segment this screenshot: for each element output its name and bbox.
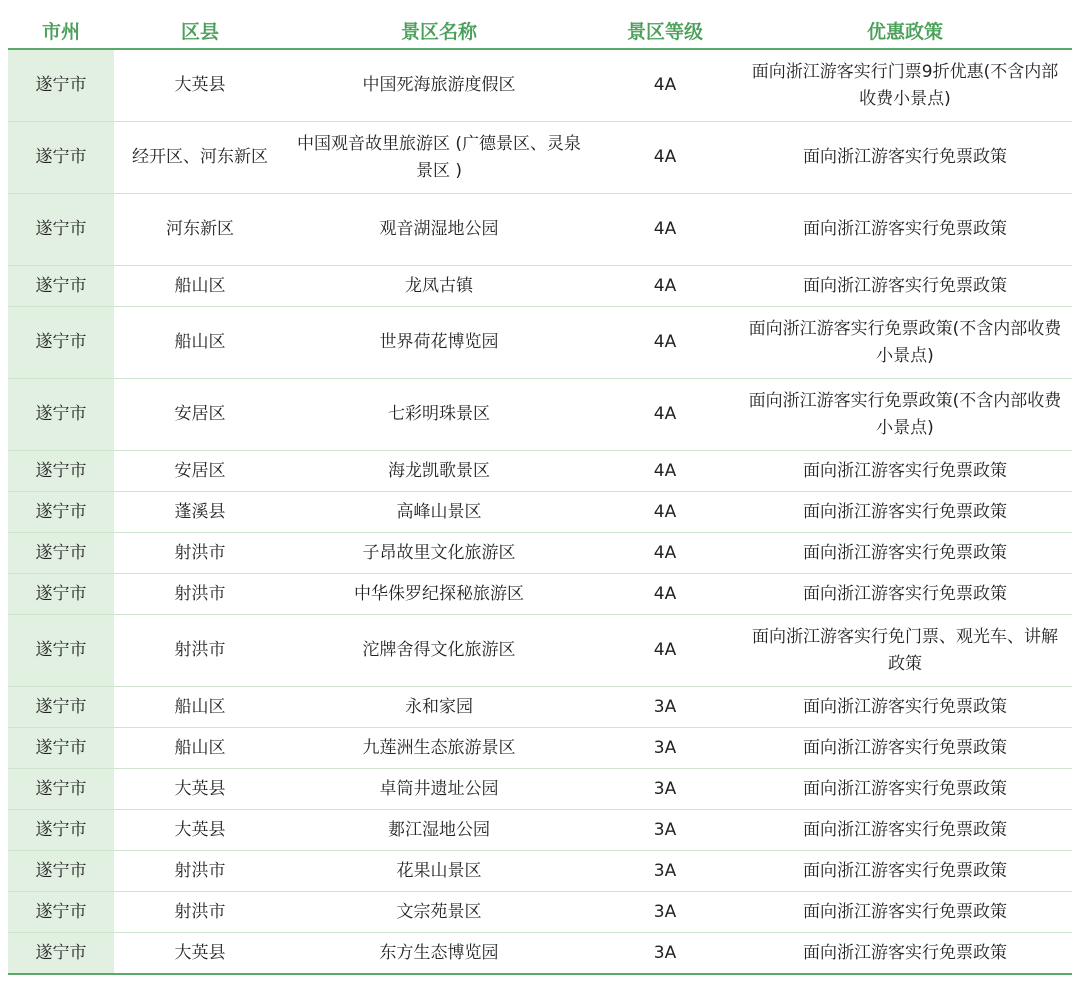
county-cell: 射洪市	[114, 892, 286, 933]
policy-cell: 面向浙江游客实行免票政策	[738, 492, 1072, 533]
city-cell: 遂宁市	[8, 892, 114, 933]
scenic-name-cell: 中国观音故里旅游区 (广德景区、灵泉景区 )	[286, 122, 592, 194]
header-scenic-name: 景区名称	[286, 12, 592, 49]
city-cell: 遂宁市	[8, 687, 114, 728]
city-cell: 遂宁市	[8, 194, 114, 266]
scenic-name-cell: 沱牌舍得文化旅游区	[286, 615, 592, 687]
scenic-name-cell: 高峰山景区	[286, 492, 592, 533]
city-cell: 遂宁市	[8, 933, 114, 975]
city-cell: 遂宁市	[8, 49, 114, 122]
county-cell: 蓬溪县	[114, 492, 286, 533]
policy-cell: 面向浙江游客实行免门票、观光车、讲解政策	[738, 615, 1072, 687]
county-cell: 射洪市	[114, 574, 286, 615]
header-scenic-level: 景区等级	[592, 12, 738, 49]
scenic-name-cell: 世界荷花博览园	[286, 307, 592, 379]
city-cell: 遂宁市	[8, 851, 114, 892]
table-row	[8, 533, 1072, 574]
scenic-level-cell: 4A	[592, 379, 738, 451]
policy-cell: 面向浙江游客实行免票政策	[738, 451, 1072, 492]
policy-cell: 面向浙江游客实行免票政策	[738, 728, 1072, 769]
county-cell: 船山区	[114, 307, 286, 379]
scenic-name-cell: 龙凤古镇	[286, 266, 592, 307]
scenic-level-cell: 4A	[592, 533, 738, 574]
policy-cell: 面向浙江游客实行免票政策(不含内部收费小景点)	[738, 379, 1072, 451]
scenic-name-cell: 永和家园	[286, 687, 592, 728]
county-cell: 河东新区	[114, 194, 286, 266]
county-cell: 船山区	[114, 728, 286, 769]
policy-cell: 面向浙江游客实行门票9折优惠(不含内部收费小景点)	[738, 49, 1072, 122]
policy-cell: 面向浙江游客实行免票政策	[738, 574, 1072, 615]
county-cell: 大英县	[114, 769, 286, 810]
policy-cell: 面向浙江游客实行免票政策	[738, 687, 1072, 728]
policy-cell: 面向浙江游客实行免票政策	[738, 851, 1072, 892]
table-row	[8, 194, 1072, 266]
scenic-name-cell: 九莲洲生态旅游景区	[286, 728, 592, 769]
table-row	[8, 266, 1072, 307]
scenic-level-cell: 4A	[592, 451, 738, 492]
city-cell: 遂宁市	[8, 810, 114, 851]
policy-cell: 面向浙江游客实行免票政策	[738, 892, 1072, 933]
scenic-name-cell: 中华侏罗纪探秘旅游区	[286, 574, 592, 615]
county-cell: 大英县	[114, 933, 286, 975]
county-cell: 安居区	[114, 451, 286, 492]
table-row	[8, 933, 1072, 975]
scenic-policy-table	[8, 12, 1072, 975]
scenic-level-cell: 4A	[592, 49, 738, 122]
scenic-level-cell: 4A	[592, 492, 738, 533]
scenic-level-cell: 4A	[592, 266, 738, 307]
table-row	[8, 307, 1072, 379]
scenic-name-cell: 郪江湿地公园	[286, 810, 592, 851]
scenic-level-cell: 3A	[592, 687, 738, 728]
scenic-level-cell: 4A	[592, 615, 738, 687]
city-cell: 遂宁市	[8, 615, 114, 687]
table-row	[8, 574, 1072, 615]
city-cell: 遂宁市	[8, 574, 114, 615]
scenic-name-cell: 观音湖湿地公园	[286, 194, 592, 266]
county-cell: 船山区	[114, 266, 286, 307]
scenic-level-cell: 4A	[592, 194, 738, 266]
county-cell: 大英县	[114, 810, 286, 851]
scenic-name-cell: 七彩明珠景区	[286, 379, 592, 451]
table-row	[8, 728, 1072, 769]
county-cell: 大英县	[114, 49, 286, 122]
policy-cell: 面向浙江游客实行免票政策	[738, 266, 1072, 307]
policy-cell: 面向浙江游客实行免票政策(不含内部收费小景点)	[738, 307, 1072, 379]
scenic-name-cell: 文宗苑景区	[286, 892, 592, 933]
policy-cell: 面向浙江游客实行免票政策	[738, 810, 1072, 851]
table-row	[8, 122, 1072, 194]
policy-cell: 面向浙江游客实行免票政策	[738, 194, 1072, 266]
table-row	[8, 379, 1072, 451]
city-cell: 遂宁市	[8, 307, 114, 379]
scenic-name-cell: 卓筒井遗址公园	[286, 769, 592, 810]
scenic-name-cell: 子昂故里文化旅游区	[286, 533, 592, 574]
scenic-level-cell: 4A	[592, 122, 738, 194]
city-cell: 遂宁市	[8, 492, 114, 533]
city-cell: 遂宁市	[8, 769, 114, 810]
scenic-name-cell: 中国死海旅游度假区	[286, 49, 592, 122]
table-row	[8, 451, 1072, 492]
city-cell: 遂宁市	[8, 266, 114, 307]
scenic-level-cell: 3A	[592, 769, 738, 810]
scenic-level-cell: 4A	[592, 307, 738, 379]
header-county: 区县	[114, 12, 286, 49]
city-cell: 遂宁市	[8, 122, 114, 194]
policy-cell: 面向浙江游客实行免票政策	[738, 122, 1072, 194]
scenic-level-cell: 4A	[592, 574, 738, 615]
county-cell: 射洪市	[114, 851, 286, 892]
scenic-level-cell: 3A	[592, 810, 738, 851]
county-cell: 射洪市	[114, 533, 286, 574]
city-cell: 遂宁市	[8, 533, 114, 574]
city-cell: 遂宁市	[8, 728, 114, 769]
table-row	[8, 615, 1072, 687]
county-cell: 船山区	[114, 687, 286, 728]
policy-cell: 面向浙江游客实行免票政策	[738, 533, 1072, 574]
county-cell: 安居区	[114, 379, 286, 451]
table-row	[8, 892, 1072, 933]
scenic-name-cell: 海龙凯歌景区	[286, 451, 592, 492]
scenic-level-cell: 3A	[592, 892, 738, 933]
city-cell: 遂宁市	[8, 379, 114, 451]
scenic-level-cell: 3A	[592, 933, 738, 975]
table-row	[8, 492, 1072, 533]
header-city: 市州	[8, 12, 114, 49]
table-row	[8, 810, 1072, 851]
scenic-name-cell: 花果山景区	[286, 851, 592, 892]
table-row	[8, 687, 1072, 728]
header-row	[8, 12, 1072, 49]
policy-cell: 面向浙江游客实行免票政策	[738, 933, 1072, 975]
scenic-level-cell: 3A	[592, 851, 738, 892]
table-row	[8, 769, 1072, 810]
county-cell: 射洪市	[114, 615, 286, 687]
county-cell: 经开区、河东新区	[114, 122, 286, 194]
scenic-level-cell: 3A	[592, 728, 738, 769]
city-cell: 遂宁市	[8, 451, 114, 492]
header-policy: 优惠政策	[738, 12, 1072, 49]
table-row	[8, 851, 1072, 892]
scenic-name-cell: 东方生态博览园	[286, 933, 592, 975]
table-row	[8, 49, 1072, 122]
policy-cell: 面向浙江游客实行免票政策	[738, 769, 1072, 810]
